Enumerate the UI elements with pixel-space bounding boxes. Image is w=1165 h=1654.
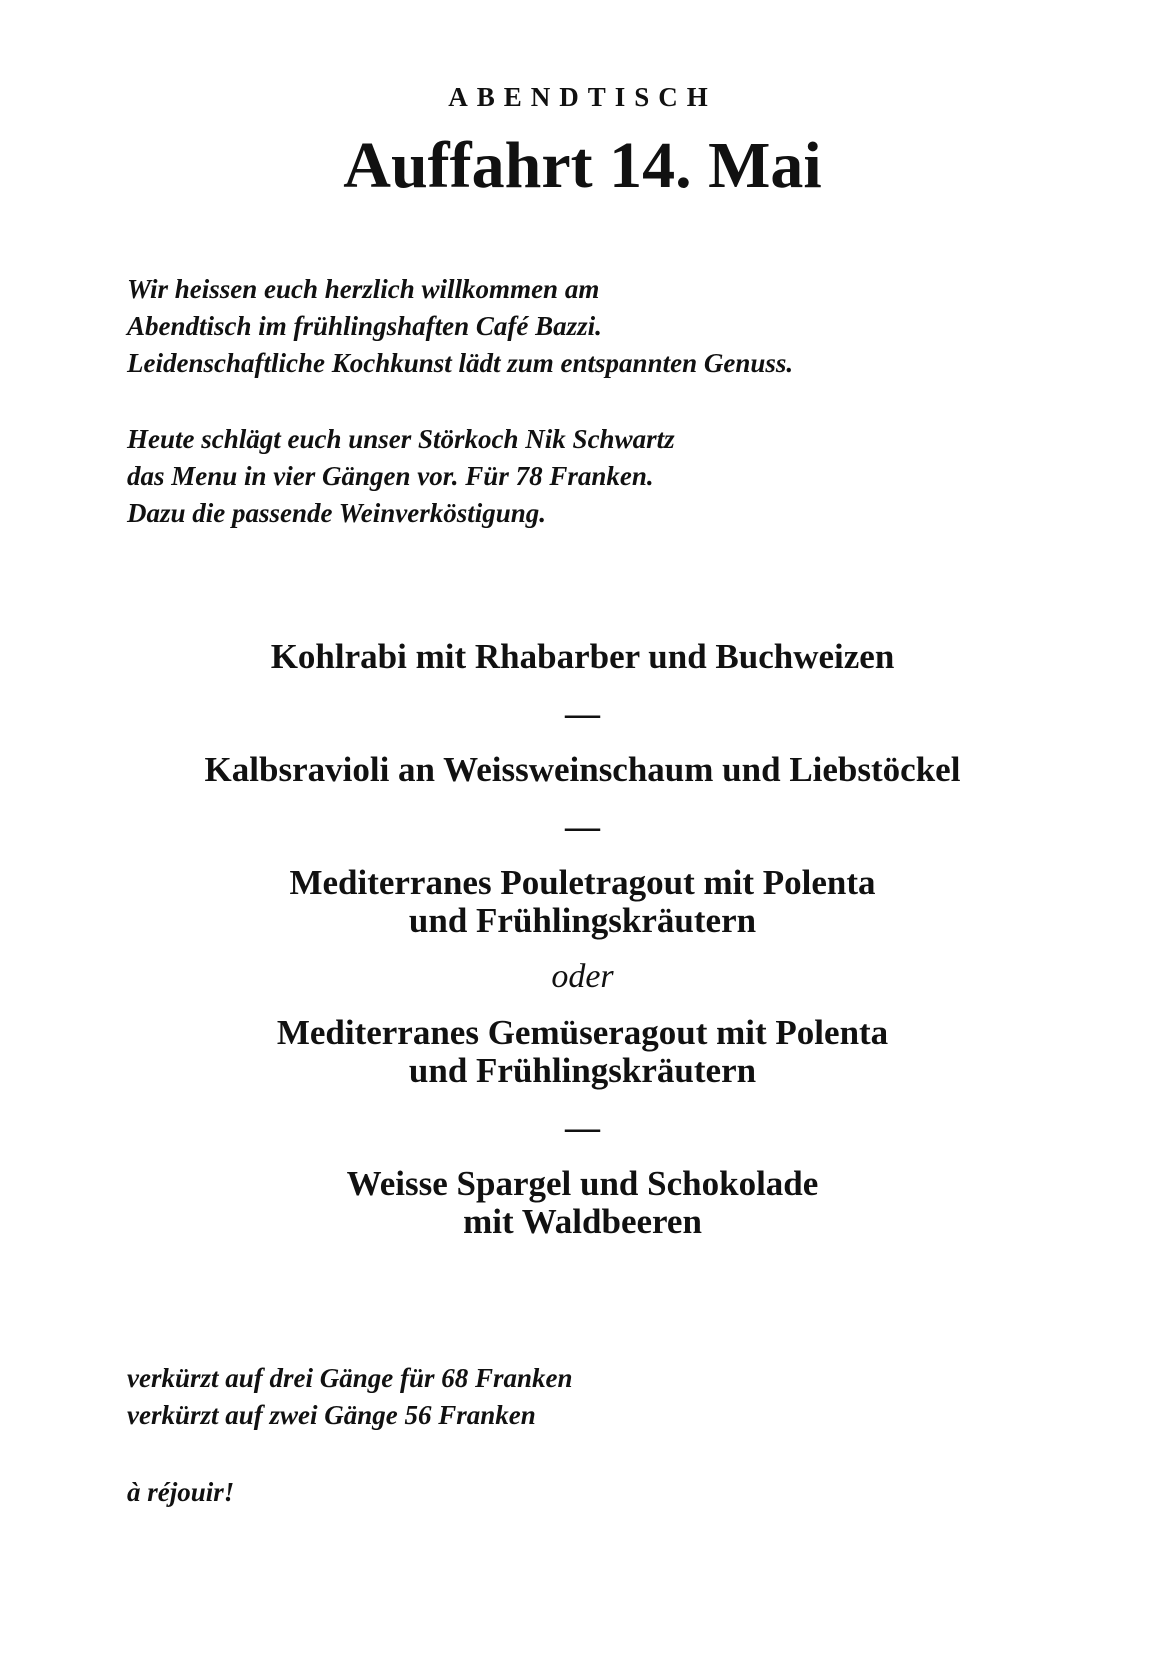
course-line: und Frühlingskräutern [408, 901, 757, 940]
price-options [127, 1360, 1087, 1434]
course-line: mit Waldbeeren [463, 1202, 702, 1241]
closing-line [127, 1474, 1087, 1511]
course-separator: — [565, 1108, 600, 1147]
intro-line: Leidenschaftliche Kochkunst lädt zum entspannten Genuss. [127, 348, 794, 378]
intro-paragraph-welcome [127, 271, 1087, 382]
intro-line: das Menu in vier Gängen vor. Für 78 Franken. [127, 461, 654, 491]
intro-line: Wir heissen euch herzlich willkommen am [127, 274, 600, 304]
course-main-poulet [0, 864, 1165, 940]
intro-paragraph-chef [127, 421, 1087, 532]
course-separator: — [565, 807, 600, 846]
course-separator: — [565, 694, 600, 733]
or-label: oder [551, 958, 614, 995]
page-title: Auffahrt 14. Mai [343, 129, 822, 202]
menu-eyebrow: ABENDTISCH [448, 82, 717, 112]
course-line: Mediterranes Gemüseragout mit Polenta [276, 1013, 889, 1052]
course-ravioli [0, 751, 1165, 789]
course-main-vegetable [0, 1014, 1165, 1090]
course-line: Kalbsravioli an Weissweinschaum und Liebstöckel [204, 750, 961, 789]
closing-text: à réjouir! [127, 1477, 235, 1507]
intro-line: Abendtisch im frühlingshaften Café Bazzi. [127, 311, 602, 341]
intro-line: Dazu die passende Weinverköstigung. [127, 498, 547, 528]
course-dessert [0, 1165, 1165, 1241]
course-line: und Frühlingskräutern [408, 1051, 757, 1090]
menu-courses [0, 638, 1165, 1241]
price-option: verkürzt auf drei Gänge für 68 Franken [127, 1363, 573, 1393]
intro-line: Heute schlägt euch unser Störkoch Nik Schwartz [127, 424, 675, 454]
course-line: Weisse Spargel und Schokolade [346, 1164, 819, 1203]
price-option: verkürzt auf zwei Gänge 56 Franken [127, 1400, 536, 1430]
course-starter [0, 638, 1165, 676]
course-line: Mediterranes Pouletragout mit Polenta [289, 863, 876, 902]
course-line: Kohlrabi mit Rhabarber und Buchweizen [270, 637, 895, 676]
